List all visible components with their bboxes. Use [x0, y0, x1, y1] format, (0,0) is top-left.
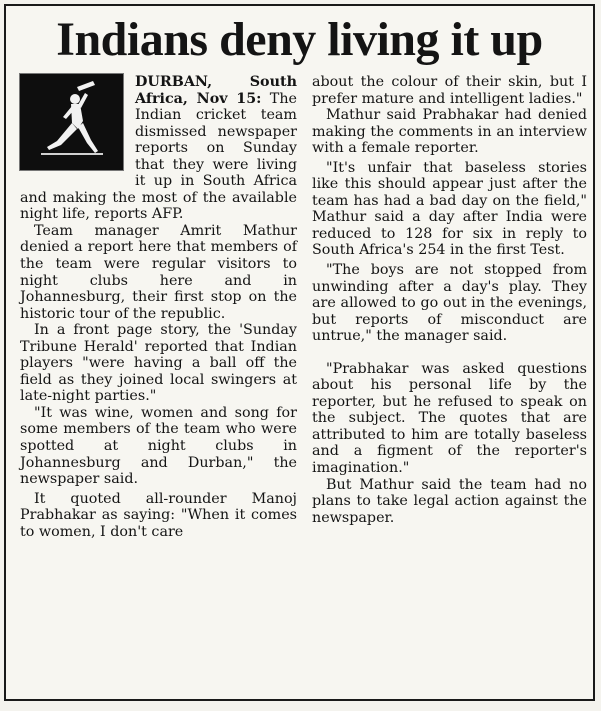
- paragraph-1: DURBAN, South Africa, Nov 15: The Indian cricket team dismissed newspaper reports on Sunday that they were living it up in South Africa and making the most of the available night life, reports AFP.: [20, 74, 297, 223]
- paragraph-4: "It was wine, women and song for some members of the team who were spotted at night clubs in Johannesburg and Durban," the newspaper said.: [20, 404, 297, 488]
- paragraph-10: "Prabhakar was asked questions about his personal life by the reporter, but he refused to speak on the subject. The quotes that are attributed to him are totally baseless and a figment of the reporter's imagination.": [312, 360, 587, 477]
- paragraph-2: Team manager Amrit Mathur denied a report here that members of the team were regular visitors to night clubs here and in Johannesburg, their first stop on the historic tour of the republic.: [20, 222, 297, 322]
- paragraph-3: In a front page story, the 'Sunday Tribune Herald' reported that Indian players "were having a ball off the field as they joined local swingers at late-night parties.": [20, 322, 297, 405]
- paragraph-11: But Mathur said the team had no plans to take legal action against the newspaper.: [312, 476, 587, 526]
- article-column-left: [20, 74, 297, 540]
- headline: Indians deny living it up: [56, 13, 543, 66]
- paragraph-6: about the colour of their skin, but I prefer mature and intelligent ladies.": [312, 74, 587, 107]
- paragraph-5: It quoted all-rounder Manoj Prabhakar as saying: "When it comes to women, I don't care: [20, 490, 297, 540]
- cricketer-silhouette-icon: [20, 74, 123, 170]
- paragraph-9: "The boys are not stopped from unwinding after a day's play. They are allowed to go out in the evenings, but reports of misconduct are untrue," the manager said.: [312, 262, 587, 345]
- article-column-right: [312, 74, 587, 526]
- dateline: DURBAN, South Africa, Nov 15:: [135, 74, 297, 107]
- paragraph-7: Mathur said Prabhakar had denied making the comments in an interview with a female reporter.: [312, 107, 587, 157]
- newspaper-clipping: [4, 4, 595, 701]
- paragraph-8: "It's unfair that baseless stories like this should appear just after the team has had a bad day on the field," Mathur said a day after India were reduced to 128 for six in reply to South Africa's 254 in the first Test.: [312, 159, 587, 259]
